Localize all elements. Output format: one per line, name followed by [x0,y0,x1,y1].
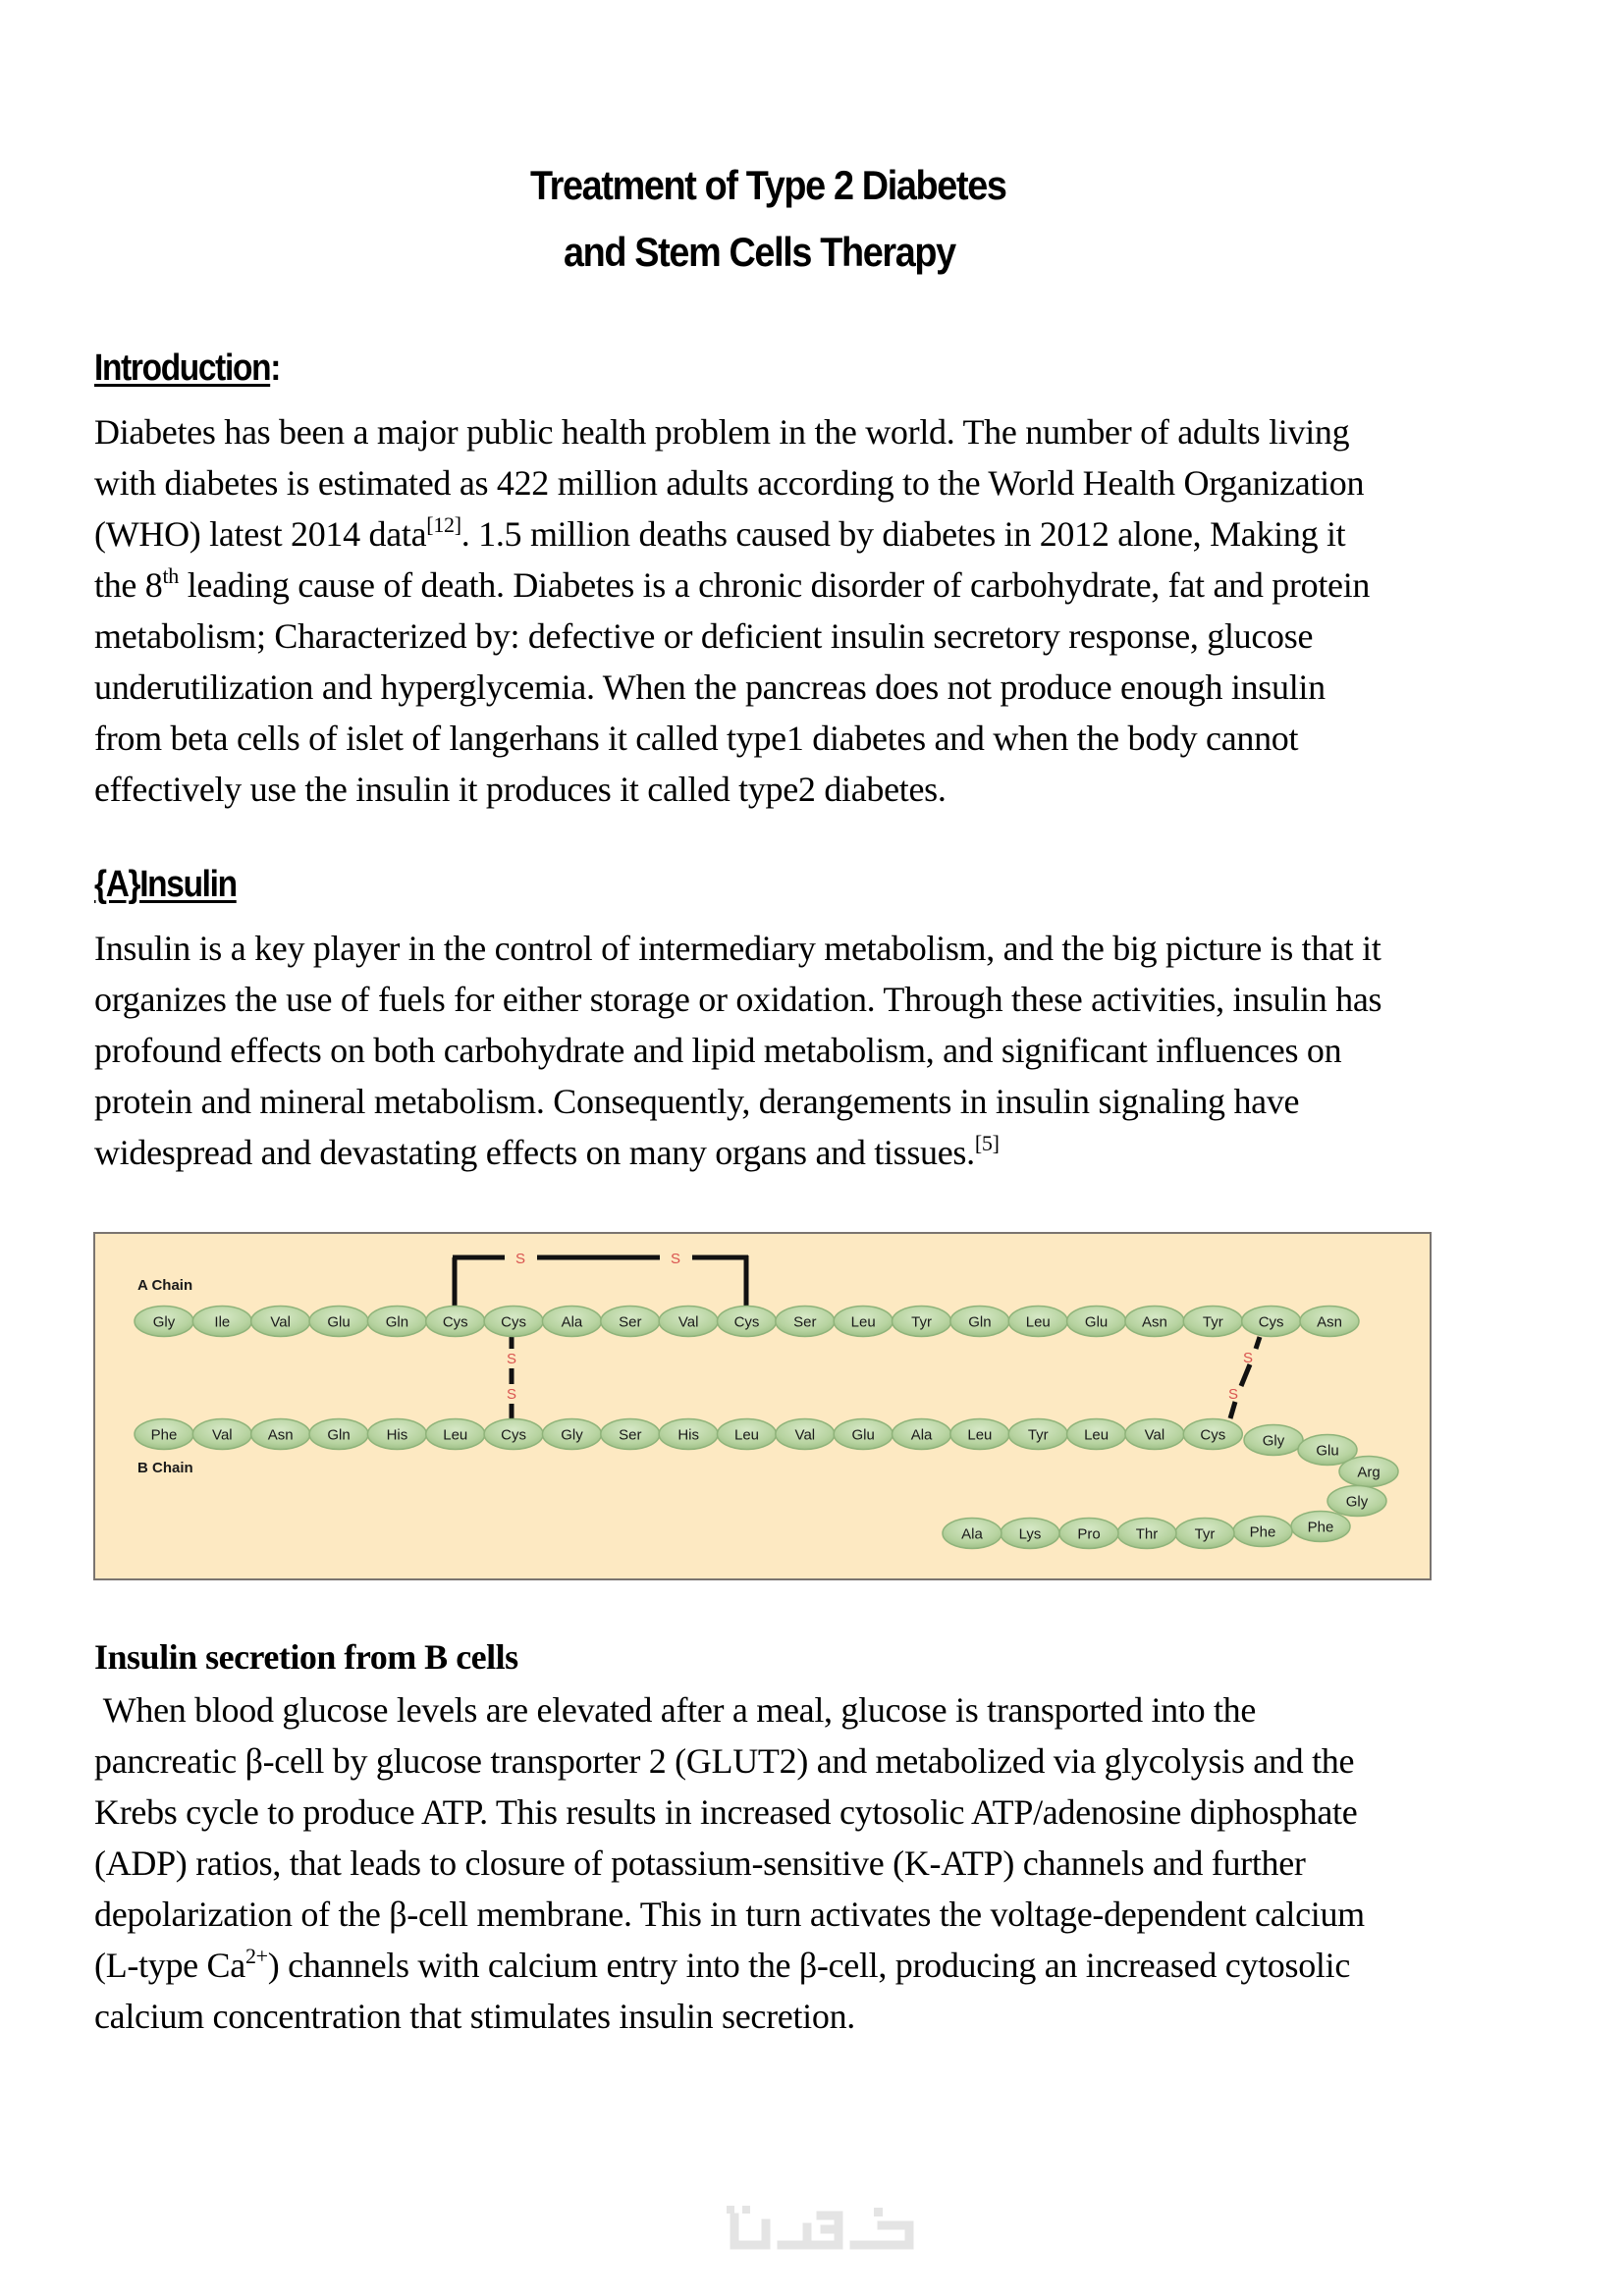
superscript: th [162,563,179,588]
amino-acid-label: Ser [793,1313,817,1331]
text-line: calcium concentration that stimulates insulin secretion. [94,1997,855,2036]
text-line: pancreatic β-cell by glucose transporter 2 (GLUT2) and metabolized via glycolysis and the [94,1741,1355,1781]
amino-acid-label: Thr [1135,1525,1159,1543]
amino-acid-label: Pro [1077,1525,1101,1543]
watermark-logo [717,2204,923,2259]
sulfur-atom-label: S [1242,1350,1254,1366]
amino-acid-label: Phe [1249,1523,1276,1541]
sulfur-atom-label: S [506,1351,517,1367]
amino-acid-label: Cys [501,1313,527,1331]
sulfur-atom-label: S [670,1251,681,1267]
amino-acid-label: Lys [1018,1525,1042,1543]
amino-acid-label: Leu [1084,1426,1110,1444]
text-line: depolarization of the β-cell membrane. This in turn activates the voltage-dependent calcium [94,1895,1365,1934]
amino-acid-label: Tyr [1027,1426,1049,1444]
disulfide-bond-line [1256,1337,1260,1349]
text-line: the 8th leading cause of death. Diabetes is a chronic disorder of carbohydrate, fat and protein [94,563,1371,605]
disulfide-bond-line [1230,1402,1235,1418]
amino-acid-label: Ala [910,1426,933,1444]
introduction-heading-text: Introduction [94,347,271,389]
amino-acid-label: Gly [152,1313,176,1331]
text-line: Insulin is a key player in the control of intermediary metabolism, and the big picture is that it [94,929,1381,968]
amino-acid-label: Tyr [1202,1313,1223,1331]
text-line: (WHO) latest 2014 data[12]. 1.5 million deaths caused by diabetes in 2012 alone, Making it [94,512,1346,554]
text-line: organizes the use of fuels for either storage or oxidation. Through these activities, insulin has [94,980,1382,1019]
secretion-heading: Insulin secretion from B cells [94,1637,518,1677]
amino-acid-label: Glu [851,1426,875,1444]
amino-acid-label: Cys [501,1426,527,1444]
amino-acid-label: Leu [443,1426,468,1444]
amino-acid-label: Cys [733,1313,760,1331]
amino-acid-label: Glu [327,1313,351,1331]
a-chain-label: A Chain [137,1277,193,1294]
insulin-paragraph [94,923,1587,1178]
amino-acid-label: Val [794,1426,816,1444]
introduction-heading [94,349,280,387]
text-line: with diabetes is estimated as 422 million adults according to the World Health Organization [94,463,1365,503]
superscript: 2+ [244,1944,268,1968]
text-line: from beta cells of islet of langerhans it called type1 diabetes and when the body cannot [94,719,1299,758]
amino-acid-label: Cys [442,1313,468,1331]
sulfur-atom-label: S [506,1386,517,1403]
amino-acid-label: Gln [327,1426,351,1444]
introduction-paragraph [94,406,1587,815]
amino-acid-label: Cys [1200,1426,1226,1444]
disulfide-bond-line [1241,1364,1250,1386]
insulin-structure-figure [93,1232,1432,1580]
amino-acid-label: Ala [561,1313,583,1331]
amino-acid-label: Leu [733,1426,760,1444]
amino-acid-label: Gln [968,1313,992,1331]
amino-acid-label: Phe [150,1426,178,1444]
amino-acid-label: Glu [1084,1313,1109,1331]
amino-acid-label: Tyr [1194,1525,1216,1543]
amino-acid-label: Val [212,1426,233,1444]
amino-acid-label: Ile [214,1313,231,1331]
amino-acid-label: Gly [1262,1432,1285,1450]
amino-acid-label: Val [270,1313,291,1331]
amino-acid-label: Gly [1345,1493,1369,1511]
introduction-heading-colon: : [270,347,281,389]
amino-acid-label: Leu [850,1313,876,1331]
sulfur-atom-label: S [1227,1386,1239,1403]
text-line: Krebs cycle to produce ATP. This results in increased cytosolic ATP/adenosine diphosphate [94,1792,1358,1832]
insulin-heading [94,866,237,903]
text-line: (ADP) ratios, that leads to closure of potassium-sensitive (K-ATP) channels and further [94,1843,1306,1883]
amino-acid-label: His [677,1426,699,1444]
text-line: profound effects on both carbohydrate and lipid metabolism, and significant influences on [94,1031,1342,1070]
amino-acid-label: Gln [385,1313,409,1331]
text-line: widespread and devastating effects on many organs and tissues.[5] [94,1131,1000,1172]
amino-acid-label: Asn [1142,1313,1167,1331]
amino-acid-label: Val [1144,1426,1165,1444]
b-chain-label: B Chain [137,1460,193,1476]
amino-acid-label: His [386,1426,408,1444]
sulfur-atom-label: S [514,1251,526,1267]
amino-acid-label: Cys [1258,1313,1284,1331]
amino-acid-label: Tyr [911,1313,932,1331]
amino-acid-label: Gly [561,1426,583,1444]
text-line: Diabetes has been a major public health problem in the world. The number of adults living [94,412,1350,452]
amino-acid-label: Asn [267,1426,294,1444]
amino-acid-label: Leu [967,1426,993,1444]
text-line: metabolism; Characterized by: defective or deficient insulin secretory response, glucose [94,616,1314,656]
document-title-line-1: Treatment of Type 2 Diabetes [530,162,1006,208]
text-line: (L-type $Ca^{2+}$) channels with calcium entry into the β-cell, producing an increased cytosolic [94,1944,1350,1985]
text-line: effectively use the insulin it produces it called type2 diabetes. [94,770,947,809]
superscript: [12] [426,512,461,537]
superscript: [5] [974,1131,1000,1155]
amino-acid-label: Arg [1357,1464,1380,1481]
amino-acid-label: Phe [1307,1519,1334,1536]
khamsat-logo-icon [717,2204,923,2259]
amino-acid-label: Ser [619,1426,642,1444]
amino-acid-label: Ala [961,1525,983,1543]
amino-acid-label: Ser [619,1313,642,1331]
text-line: protein and mineral metabolism. Consequently, derangements in insulin signaling have [94,1082,1300,1121]
document-title-line-2: and Stem Cells Therapy [564,229,955,275]
insulin-amino-acid-diagram [95,1234,1434,1582]
text-line: When blood glucose levels are elevated after a meal, glucose is transported into the [94,1690,1257,1730]
amino-acid-label: Asn [1317,1313,1342,1331]
insulin-heading-text: {A}Insulin [94,864,237,905]
text-line: underutilization and hyperglycemia. When the pancreas does not produce enough insulin [94,667,1326,707]
amino-acid-label: Leu [1025,1313,1051,1331]
secretion-paragraph [94,1684,1587,2042]
amino-acid-label: Glu [1316,1442,1339,1460]
amino-acid-label: Val [677,1313,699,1331]
